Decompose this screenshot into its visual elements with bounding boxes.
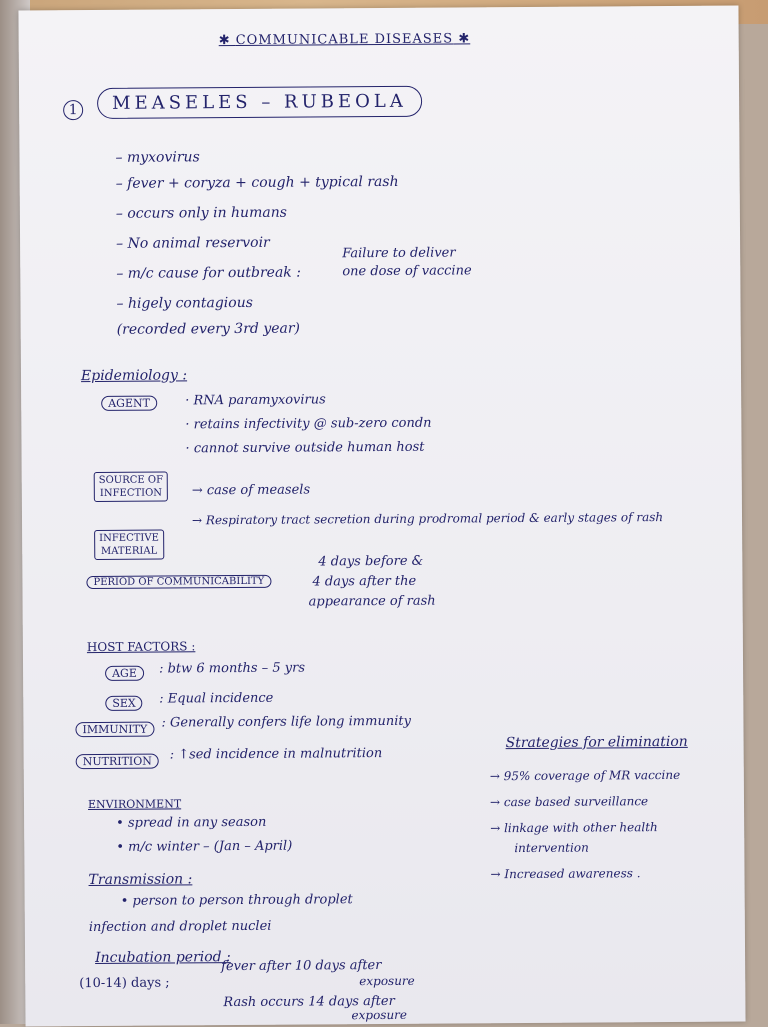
transmission-line: infection and droplet nuclei	[88, 918, 272, 936]
strategy-item: → case based surveillance	[489, 794, 649, 810]
host-factor-label: SEX	[105, 696, 143, 711]
incubation-fever: fever after 10 days after	[221, 958, 382, 975]
feature-item: – myxovirus	[115, 149, 200, 166]
outbreak-note: one dose of vaccine	[342, 263, 472, 280]
strategy-item: intervention	[514, 840, 589, 856]
feature-item: – fever + coryza + cough + typical rash	[115, 173, 399, 192]
feature-item: – occurs only in humans	[115, 204, 287, 222]
incubation-range: (10-14) days ;	[79, 975, 170, 992]
host-factor-label: AGE	[105, 666, 144, 681]
strategy-item: → linkage with other health	[490, 820, 658, 836]
feature-item: – No animal reservoir	[116, 234, 270, 252]
strategies-heading: Strategies for elimination	[505, 733, 688, 752]
period-value: appearance of rash	[308, 593, 436, 610]
infective-material-label: INFECTIVE MATERIAL	[94, 530, 164, 560]
host-factors-heading: HOST FACTORS :	[86, 639, 196, 655]
page-title: ✱ COMMUNICABLE DISEASES ✱	[218, 31, 471, 49]
agent-point: · cannot survive outside human host	[185, 439, 425, 457]
notebook-page	[18, 5, 745, 1026]
disease-title: MEASELES – RUBEOLA	[97, 86, 422, 119]
host-factor-label: IMMUNITY	[75, 722, 154, 738]
environment-heading: ENVIRONMENT	[87, 797, 182, 812]
outbreak-note: Failure to deliver	[342, 245, 456, 262]
recorded-note: (recorded every 3rd year)	[116, 320, 301, 338]
source-of-infection-label: SOURCE OF INFECTION	[94, 471, 168, 502]
epidemiology-heading: Epidemiology :	[80, 367, 188, 385]
strategy-item: → 95% coverage of MR vaccine	[489, 767, 681, 784]
environment-point: • spread in any season	[116, 814, 267, 831]
agent-point: · retains infectivity @ sub-zero condn	[185, 415, 432, 433]
incubation-heading: Incubation period :	[95, 949, 231, 967]
section-number: 1	[63, 100, 83, 120]
host-factor-label: NUTRITION	[76, 754, 159, 770]
host-factor-value: : ↑sed incidence in malnutrition	[169, 746, 383, 763]
transmission-heading: Transmission :	[88, 871, 193, 889]
agent-point: · RNA paramyxovirus	[185, 392, 326, 409]
infective-material-value: → Respiratory tract secretion during prodromal period & early stages of rash	[191, 510, 664, 528]
period-value: 4 days after the	[312, 573, 417, 590]
host-factor-value: : Equal incidence	[159, 690, 274, 707]
agent-label: AGENT	[101, 396, 157, 411]
incubation-rash: Rash occurs 14 days after	[223, 993, 395, 1011]
feature-item: – m/c cause for outbreak :	[116, 264, 301, 282]
host-factor-value: : Generally confers life long immunity	[161, 713, 411, 731]
strategy-item: → Increased awareness .	[490, 866, 641, 882]
source-of-infection-value: → case of measels	[191, 482, 311, 499]
incubation-rash-exposure: exposure	[351, 1007, 408, 1023]
feature-item: – higely contagious	[116, 294, 253, 312]
transmission-line: • person to person through droplet	[120, 892, 353, 909]
period-of-communicability-label: PERIOD OF COMMUNICABILITY	[86, 575, 271, 589]
period-value: 4 days before &	[318, 553, 424, 570]
incubation-fever-exposure: exposure	[359, 973, 415, 989]
host-factor-value: : btw 6 months – 5 yrs	[159, 660, 306, 677]
environment-point: • m/c winter – (Jan – April)	[116, 838, 293, 855]
